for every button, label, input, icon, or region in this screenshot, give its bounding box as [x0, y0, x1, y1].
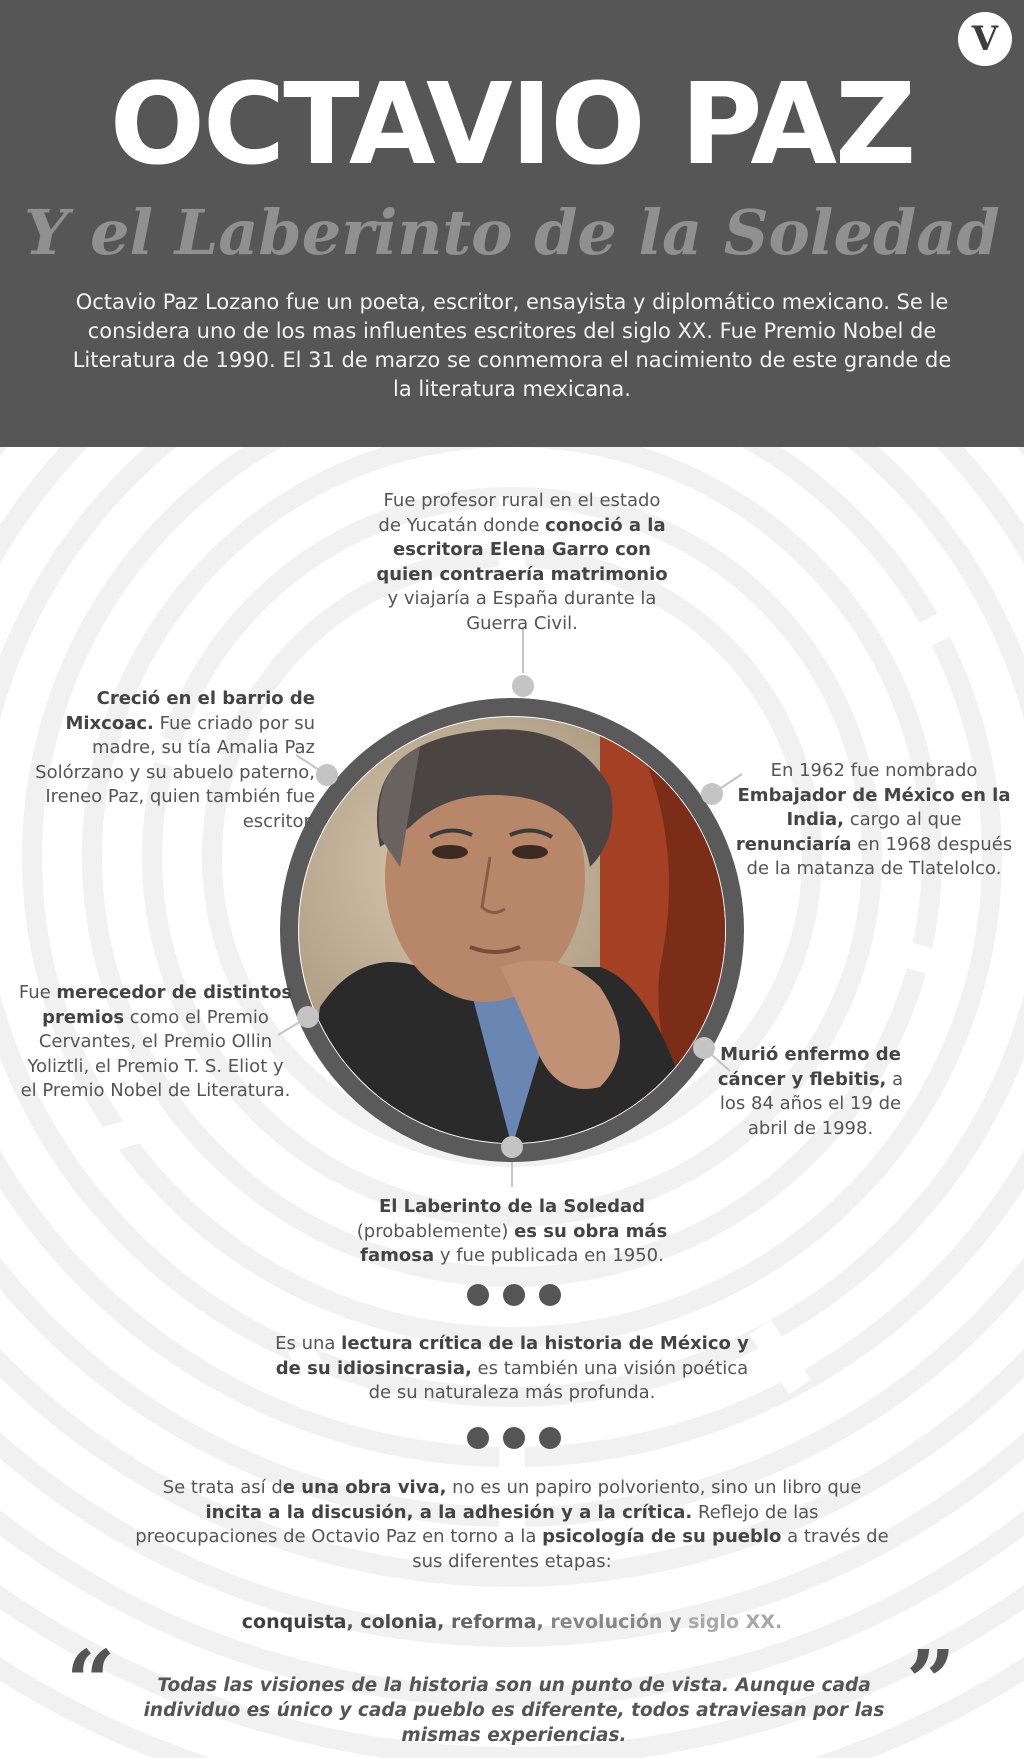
close-quote-icon: ” [906, 1632, 956, 1733]
etapa-item: revolución [550, 1611, 663, 1633]
separator-dot [539, 1284, 561, 1306]
paragraph-text: Se trata así d [162, 1477, 283, 1498]
fact-text: Fue [18, 982, 57, 1003]
etapa-item: conquista [241, 1611, 347, 1633]
separator-dot [503, 1284, 525, 1306]
etapas-list [0, 1611, 1024, 1633]
paragraph-text: es también una visión poética de su naturaleza más profunda. [368, 1357, 749, 1403]
intro-paragraph: Octavio Paz Lozano fue un poeta, escritor, ensayista y diplomático mexicano. Se le considera uno de los mas influentes escritores del siglo XX. Fue Premio Nobel de Literatura de 1990. El 31 de marzo se conmemora el nacimiento de este grande de la literatura mexicana. [72, 290, 952, 401]
fact-text: Fue criado por su madre, su tía Amalia Paz Solórzano y su abuelo paterno, Ireneo Paz, quien también fue escritor. [35, 712, 315, 832]
fact-text: Fue profesor rural en el estado de Yucatán donde [378, 490, 661, 536]
etapa-item: , [536, 1611, 551, 1633]
fact-highlight: renunciaría [735, 833, 852, 855]
fact-highlight: El Laberinto de la Soledad [378, 1196, 646, 1217]
fact-highlight: Murió enfermo de cáncer y flebitis, [717, 1044, 901, 1090]
separator-dot [503, 1427, 525, 1449]
fact-highlight: conoció a la escritora Elena Garro con quien contraería matrimonio [376, 514, 668, 585]
paragraph-highlight: e una obra viva, [282, 1477, 447, 1498]
separator-dot [467, 1427, 489, 1449]
paragraph-text: no es un papiro polvoriento, sino un libro que [446, 1477, 862, 1498]
closing-quote: Todas las visiones de la historia son un punto de vista. Aunque cada individuo es único y cada pueblo es diferente, todos atraviesan por las mismas experiencias. [143, 1675, 885, 1746]
etapa-item: siglo XX. [688, 1611, 783, 1633]
paragraph-highlight: incita a la discusión, a la adhesión y a la crítica. [205, 1501, 693, 1523]
paragraph-highlight: psicología de su pueblo [542, 1526, 782, 1547]
page-title: OCTAVIO PAZ [109, 60, 915, 190]
fact-muerte [708, 1043, 913, 1141]
fact-text: (probablemente) [356, 1220, 515, 1242]
paragraph-highlight: lectura crítica de la historia de México y de su idiosincrasia, [275, 1333, 749, 1379]
etapa-item: reforma [450, 1611, 537, 1633]
fact-text: cargo al que [844, 809, 962, 830]
brand-logo[interactable]: V [958, 12, 1012, 66]
fact-text: y fue publicada en 1950. [434, 1245, 664, 1266]
etapa-item: colonia [360, 1611, 438, 1633]
page-subtitle: Y el Laberinto de la Soledad [24, 196, 1000, 269]
paragraph-text: a través de sus diferentes etapas: [412, 1526, 889, 1572]
fact-text: y viajaría a España durante la Guerra Civil. [387, 588, 657, 634]
fact-premios [18, 981, 293, 1104]
fact-obra-famosa [352, 1195, 672, 1269]
fact-text: como el Premio Cervantes, el Premio Ollin Yoliztli, el Premio T. S. Eliot y el Premio Nobel de Literatura. [20, 1006, 291, 1101]
fact-text: en 1968 después de la matanza de Tlatelolco. [746, 833, 1013, 879]
fact-text: En 1962 fue nombrado [770, 760, 978, 781]
fact-profesor-rural [372, 489, 672, 636]
etapa-item: , [437, 1611, 451, 1633]
obra-viva-paragraph [132, 1476, 892, 1574]
open-quote-icon: “ [66, 1632, 116, 1733]
fact-mixcoac [10, 687, 315, 834]
content-area [0, 447, 1024, 1758]
fact-highlight: merecedor de distintos premios [42, 982, 293, 1028]
separator-dots [467, 1284, 561, 1306]
separator-dot [467, 1284, 489, 1306]
fact-embajador-india [728, 759, 1020, 882]
paragraph-text: Reflejo de las preocupaciones de Octavio Paz en torno a la [135, 1501, 819, 1547]
etapa-item: , [346, 1611, 361, 1633]
separator-dot [539, 1427, 561, 1449]
fact-text: a los 84 años el 19 de abril de 1998. [719, 1068, 904, 1139]
fact-highlight: Embajador de México en la India, [737, 784, 1011, 830]
fact-highlight: es su obra más famosa [360, 1220, 668, 1266]
header-banner [0, 0, 1024, 447]
paragraph-text: Es una [275, 1333, 342, 1354]
separator-dots [467, 1427, 561, 1449]
etapa-item: y [662, 1611, 689, 1633]
lectura-critica-paragraph [272, 1332, 752, 1406]
fact-highlight: Creció en el barrio de Mixcoac. [65, 688, 315, 734]
